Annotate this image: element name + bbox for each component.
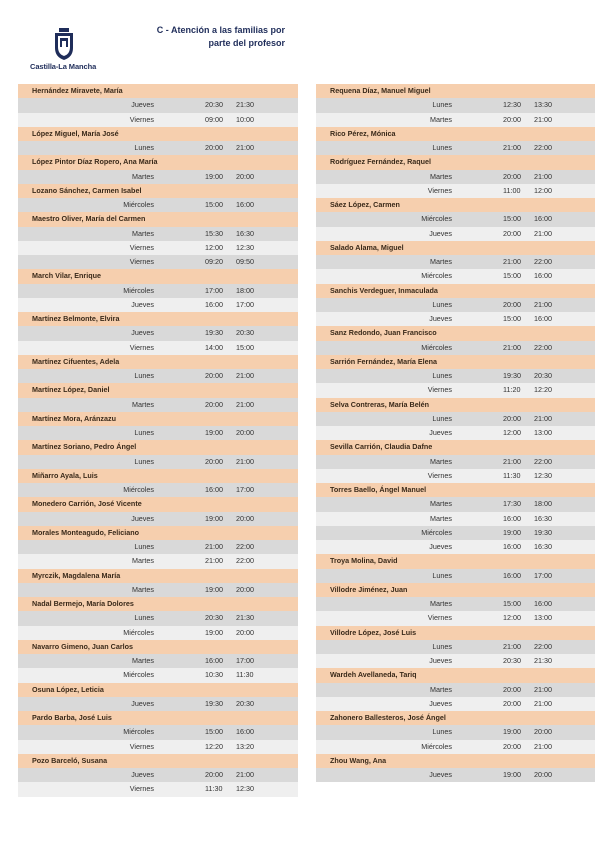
coat-of-arms-icon xyxy=(52,28,76,60)
slot-day: Jueves xyxy=(131,299,154,309)
slot-end-time: 21:00 xyxy=(236,399,254,409)
slot-start-time: 19:00 xyxy=(205,428,223,437)
slot-start-time: 12:20 xyxy=(205,741,223,751)
slot-start-time: 16:00 xyxy=(205,299,223,309)
slot-start-time: 20:00 xyxy=(503,299,521,309)
schedule-slot-row xyxy=(18,540,298,554)
slot-end-time: 21:00 xyxy=(236,143,254,152)
slot-start-time: 11:00 xyxy=(503,185,521,195)
slot-end-time: 21:00 xyxy=(534,698,552,708)
slot-day: Miércoles xyxy=(421,741,452,751)
slot-day: Martes xyxy=(132,171,154,181)
schedule-slot-row xyxy=(18,369,298,383)
slot-start-time: 20:00 xyxy=(503,698,521,708)
schedule-slot-row xyxy=(18,512,298,526)
slot-end-time: 16:00 xyxy=(236,727,254,737)
teacher-name-row: López Miguel, María José xyxy=(18,127,298,141)
slot-start-time: 16:00 xyxy=(205,485,223,494)
slot-end-time: 16:00 xyxy=(534,271,552,281)
slot-day: Miércoles xyxy=(421,214,452,224)
schedule-slot-row xyxy=(316,98,595,112)
teacher-name-row: Myrczik, Magdalena María xyxy=(18,569,298,583)
slot-start-time: 11:30 xyxy=(205,784,223,794)
slot-day: Lunes xyxy=(432,299,452,309)
slot-end-time: 21:00 xyxy=(534,171,552,181)
slot-day: Lunes xyxy=(432,100,452,110)
slot-start-time: 15:30 xyxy=(205,228,223,238)
schedule-slot-row xyxy=(316,141,595,155)
schedule-slot-row xyxy=(18,668,298,682)
slot-end-time: 21:00 xyxy=(534,684,552,694)
slot-start-time: 09:20 xyxy=(205,257,223,266)
schedule-slot-row xyxy=(316,540,595,554)
slot-end-time: 20:00 xyxy=(236,627,254,637)
slot-end-time: 21:00 xyxy=(534,413,552,423)
schedule-slot-row xyxy=(18,398,298,412)
teacher-name-row: Navarro Gimeno, Juan Carlos xyxy=(18,640,298,654)
slot-day: Miércoles xyxy=(421,342,452,352)
slot-day: Jueves xyxy=(131,698,154,708)
slot-day: Miércoles xyxy=(123,670,154,680)
schedule-slot-row xyxy=(316,497,595,511)
teacher-name-row: Martínez Belmonte, Elvira xyxy=(18,312,298,326)
schedule-slot-row xyxy=(316,512,595,526)
slot-start-time: 19:00 xyxy=(503,527,521,537)
teacher-name-row: Osuna López, Leticia xyxy=(18,683,298,697)
schedule-slot-row xyxy=(18,768,298,782)
slot-start-time: 11:20 xyxy=(503,385,521,395)
teacher-name-row: Sanchis Verdeguer, Inmaculada xyxy=(316,284,595,298)
slot-start-time: 20:00 xyxy=(503,228,521,238)
slot-start-time: 21:00 xyxy=(503,641,521,651)
teacher-name-row: Rodríguez Fernández, Raquel xyxy=(316,155,595,169)
slot-start-time: 11:30 xyxy=(503,470,521,480)
teacher-name-row: Troya Molina, David xyxy=(316,554,595,568)
teacher-name-row: Morales Monteagudo, Feliciano xyxy=(18,526,298,540)
slot-end-time: 17:00 xyxy=(236,485,254,494)
schedule-slot-row xyxy=(18,284,298,298)
schedule-slot-row xyxy=(316,341,595,355)
slot-start-time: 19:00 xyxy=(205,171,223,181)
teacher-name-row: March Vilar, Enrique xyxy=(18,269,298,283)
slot-end-time: 15:00 xyxy=(236,342,254,352)
slot-end-time: 12:00 xyxy=(534,185,552,195)
slot-end-time: 20:00 xyxy=(236,513,254,523)
title-line-2: parte del profesor xyxy=(208,38,285,48)
teacher-name-row: Selva Contreras, María Belén xyxy=(316,398,595,412)
slot-end-time: 21:00 xyxy=(236,371,254,380)
slot-end-time: 17:00 xyxy=(236,299,254,309)
teacher-name-row: Villodre López, José Luis xyxy=(316,626,595,640)
slot-day: Martes xyxy=(430,684,452,694)
schedule-slot-row xyxy=(18,341,298,355)
slot-day: Jueves xyxy=(429,542,452,551)
slot-day: Lunes xyxy=(134,428,154,437)
slot-end-time: 10:00 xyxy=(236,114,254,124)
slot-start-time: 20:00 xyxy=(205,371,223,380)
slot-end-time: 13:00 xyxy=(534,428,552,437)
slot-day: Martes xyxy=(430,114,452,124)
slot-day: Jueves xyxy=(429,428,452,437)
slot-day: Viernes xyxy=(129,257,154,266)
schedule-slot-row xyxy=(316,113,595,127)
schedule-slot-row xyxy=(18,725,298,739)
teacher-name-row: Pozo Barceló, Susana xyxy=(18,754,298,768)
schedule-slot-row xyxy=(18,113,298,127)
slot-start-time: 20:00 xyxy=(503,114,521,124)
schedule-slot-row xyxy=(18,611,298,625)
slot-start-time: 19:00 xyxy=(503,727,521,737)
slot-end-time: 21:00 xyxy=(236,456,254,466)
teacher-name-row: Martínez Mora, Aránzazu xyxy=(18,412,298,426)
slot-day: Jueves xyxy=(429,770,452,779)
schedule-slot-row xyxy=(316,526,595,540)
schedule-slot-row xyxy=(18,426,298,440)
slot-start-time: 15:00 xyxy=(503,314,521,323)
schedule-slot-row xyxy=(18,298,298,312)
slot-end-time: 20:30 xyxy=(534,371,552,380)
teacher-name-row: Maestro Oliver, María del Carmen xyxy=(18,212,298,226)
schedule-slot-row xyxy=(316,455,595,469)
slot-start-time: 21:00 xyxy=(503,456,521,466)
teacher-name-row: Martínez Cifuentes, Adela xyxy=(18,355,298,369)
slot-day: Jueves xyxy=(131,770,154,779)
slot-end-time: 21:00 xyxy=(534,114,552,124)
slot-end-time: 13:30 xyxy=(534,100,552,110)
schedule-slot-row xyxy=(316,227,595,241)
schedule-slot-row xyxy=(316,184,595,198)
slot-start-time: 15:00 xyxy=(503,214,521,224)
slot-start-time: 10:30 xyxy=(205,670,223,680)
slot-end-time: 17:00 xyxy=(236,656,254,665)
slot-day: Viernes xyxy=(129,741,154,751)
schedule-slot-row xyxy=(316,640,595,654)
slot-end-time: 13:00 xyxy=(534,613,552,623)
slot-day: Martes xyxy=(430,513,452,523)
slot-end-time: 22:00 xyxy=(534,342,552,352)
teacher-name-row: Sanz Redondo, Juan Francisco xyxy=(316,326,595,340)
slot-end-time: 16:30 xyxy=(236,228,254,238)
logo-text: Castilla-La Mancha xyxy=(30,62,97,71)
slot-day: Martes xyxy=(132,228,154,238)
schedule-slot-row xyxy=(18,227,298,241)
right-teacher-column xyxy=(316,84,595,782)
teacher-name-row: Sáez López, Carmen xyxy=(316,198,595,212)
slot-end-time: 18:00 xyxy=(534,499,552,509)
slot-end-time: 20:30 xyxy=(236,698,254,708)
slot-day: Miércoles xyxy=(123,727,154,737)
slot-day: Jueves xyxy=(131,328,154,338)
slot-day: Lunes xyxy=(134,456,154,466)
teacher-name-row: Monedero Carrión, José Vicente xyxy=(18,497,298,511)
schedule-slot-row xyxy=(316,597,595,611)
slot-start-time: 19:30 xyxy=(205,328,223,338)
schedule-slot-row xyxy=(316,298,595,312)
schedule-slot-row xyxy=(316,740,595,754)
teacher-name-row: Torres Baello, Ángel Manuel xyxy=(316,483,595,497)
schedule-slot-row xyxy=(18,554,298,568)
slot-start-time: 12:00 xyxy=(205,242,223,252)
slot-day: Lunes xyxy=(432,570,452,580)
slot-start-time: 21:00 xyxy=(503,257,521,266)
slot-start-time: 20:30 xyxy=(503,656,521,665)
teacher-name-row: Nadal Bermejo, María Dolores xyxy=(18,597,298,611)
slot-end-time: 12:20 xyxy=(534,385,552,395)
schedule-slot-row xyxy=(18,170,298,184)
slot-end-time: 22:00 xyxy=(534,641,552,651)
slot-start-time: 20:30 xyxy=(205,100,223,110)
schedule-slot-row xyxy=(316,269,595,283)
slot-day: Jueves xyxy=(131,100,154,110)
slot-day: Miércoles xyxy=(123,627,154,637)
slot-day: Viernes xyxy=(427,613,452,623)
slot-start-time: 12:30 xyxy=(503,100,521,110)
schedule-slot-row xyxy=(18,198,298,212)
schedule-slot-row xyxy=(316,469,595,483)
slot-start-time: 20:00 xyxy=(205,143,223,152)
slot-start-time: 20:00 xyxy=(205,770,223,779)
slot-start-time: 15:00 xyxy=(205,727,223,737)
schedule-slot-row xyxy=(18,740,298,754)
schedule-slot-row xyxy=(316,170,595,184)
slot-end-time: 21:00 xyxy=(534,299,552,309)
slot-end-time: 21:00 xyxy=(534,228,552,238)
slot-start-time: 21:00 xyxy=(503,342,521,352)
slot-end-time: 16:00 xyxy=(534,214,552,224)
slot-day: Martes xyxy=(430,599,452,608)
schedule-slot-row xyxy=(316,426,595,440)
slot-day: Miércoles xyxy=(123,200,154,209)
slot-day: Martes xyxy=(430,171,452,181)
slot-start-time: 20:00 xyxy=(503,684,521,694)
teacher-name-row: Sarrión Fernández, María Elena xyxy=(316,355,595,369)
teacher-name-row: Villodre Jiménez, Juan xyxy=(316,583,595,597)
slot-start-time: 15:00 xyxy=(503,599,521,608)
slot-start-time: 19:30 xyxy=(205,698,223,708)
slot-end-time: 20:00 xyxy=(534,727,552,737)
slot-end-time: 20:00 xyxy=(236,584,254,594)
slot-day: Martes xyxy=(132,584,154,594)
slot-end-time: 20:00 xyxy=(534,770,552,779)
slot-end-time: 22:00 xyxy=(534,456,552,466)
slot-end-time: 18:00 xyxy=(236,285,254,295)
teacher-name-row: Zhou Wang, Ana xyxy=(316,754,595,768)
slot-end-time: 16:30 xyxy=(534,513,552,523)
slot-end-time: 21:30 xyxy=(236,613,254,623)
slot-end-time: 22:00 xyxy=(534,257,552,266)
slot-day: Lunes xyxy=(134,143,154,152)
slot-start-time: 16:00 xyxy=(503,542,521,551)
schedule-slot-row xyxy=(18,455,298,469)
slot-end-time: 20:00 xyxy=(236,171,254,181)
teacher-name-row: Pardo Barba, José Luis xyxy=(18,711,298,725)
teacher-name-row: Martínez López, Daniel xyxy=(18,383,298,397)
slot-day: Jueves xyxy=(429,228,452,238)
slot-day: Viernes xyxy=(129,784,154,794)
teacher-name-row: López Pintor Díaz Ropero, Ana María xyxy=(18,155,298,169)
slot-day: Miércoles xyxy=(421,527,452,537)
schedule-slot-row xyxy=(316,654,595,668)
teacher-name-row: Requena Díaz, Manuel Miguel xyxy=(316,84,595,98)
slot-day: Lunes xyxy=(134,542,154,551)
slot-day: Jueves xyxy=(131,513,154,523)
slot-start-time: 20:30 xyxy=(205,613,223,623)
castilla-la-mancha-logo xyxy=(30,28,100,76)
slot-start-time: 15:00 xyxy=(503,271,521,281)
schedule-slot-row xyxy=(316,369,595,383)
teacher-name-row: Salado Alama, Miguel xyxy=(316,241,595,255)
slot-day: Lunes xyxy=(432,413,452,423)
slot-start-time: 16:00 xyxy=(205,656,223,665)
slot-day: Lunes xyxy=(432,371,452,380)
left-teacher-column xyxy=(18,84,298,797)
slot-day: Miércoles xyxy=(123,285,154,295)
slot-start-time: 12:00 xyxy=(503,613,521,623)
teacher-name-row: Hernández Miravete, María xyxy=(18,84,298,98)
schedule-slot-row xyxy=(18,782,298,796)
slot-end-time: 16:00 xyxy=(534,599,552,608)
title-line-1: C - Atención a las familias por xyxy=(156,25,285,35)
slot-end-time: 22:00 xyxy=(236,556,254,566)
schedule-slot-row xyxy=(18,241,298,255)
slot-end-time: 12:30 xyxy=(236,242,254,252)
schedule-slot-row xyxy=(18,583,298,597)
slot-start-time: 20:00 xyxy=(205,399,223,409)
schedule-slot-row xyxy=(18,255,298,269)
teacher-name-row: Lozano Sánchez, Carmen Isabel xyxy=(18,184,298,198)
slot-start-time: 21:00 xyxy=(205,542,223,551)
slot-end-time: 21:00 xyxy=(236,770,254,779)
slot-end-time: 13:20 xyxy=(236,741,254,751)
slot-start-time: 21:00 xyxy=(503,143,521,152)
schedule-slot-row xyxy=(316,569,595,583)
slot-start-time: 09:00 xyxy=(205,114,223,124)
slot-day: Jueves xyxy=(429,314,452,323)
slot-day: Jueves xyxy=(429,698,452,708)
slot-start-time: 16:00 xyxy=(503,513,521,523)
slot-start-time: 14:00 xyxy=(205,342,223,352)
slot-start-time: 19:00 xyxy=(205,627,223,637)
slot-day: Martes xyxy=(132,399,154,409)
slot-day: Martes xyxy=(430,499,452,509)
slot-day: Jueves xyxy=(429,656,452,665)
slot-day: Lunes xyxy=(432,727,452,737)
slot-start-time: 12:00 xyxy=(503,428,521,437)
schedule-slot-row xyxy=(316,412,595,426)
teacher-name-row: Rico Pérez, Mónica xyxy=(316,127,595,141)
slot-day: Viernes xyxy=(427,470,452,480)
slot-day: Viernes xyxy=(427,385,452,395)
slot-end-time: 22:00 xyxy=(236,542,254,551)
slot-day: Viernes xyxy=(129,242,154,252)
slot-start-time: 20:00 xyxy=(205,456,223,466)
slot-start-time: 20:00 xyxy=(503,741,521,751)
slot-end-time: 16:00 xyxy=(534,314,552,323)
schedule-slot-row xyxy=(18,697,298,711)
slot-day: Viernes xyxy=(129,342,154,352)
slot-end-time: 21:30 xyxy=(534,656,552,665)
schedule-slot-row xyxy=(18,483,298,497)
slot-end-time: 19:30 xyxy=(534,527,552,537)
slot-start-time: 19:30 xyxy=(503,371,521,380)
slot-end-time: 16:30 xyxy=(534,542,552,551)
slot-start-time: 21:00 xyxy=(205,556,223,566)
slot-day: Martes xyxy=(430,257,452,266)
schedule-slot-row xyxy=(18,626,298,640)
schedule-slot-row xyxy=(18,98,298,112)
slot-end-time: 12:30 xyxy=(236,784,254,794)
slot-start-time: 19:00 xyxy=(205,513,223,523)
slot-day: Miércoles xyxy=(123,485,154,494)
schedule-slot-row xyxy=(316,697,595,711)
slot-start-time: 20:00 xyxy=(503,413,521,423)
slot-start-time: 20:00 xyxy=(503,171,521,181)
slot-start-time: 19:00 xyxy=(503,770,521,779)
teacher-name-row: Miñarro Ayala, Luis xyxy=(18,469,298,483)
slot-end-time: 21:30 xyxy=(236,100,254,110)
slot-day: Martes xyxy=(132,556,154,566)
slot-day: Lunes xyxy=(134,371,154,380)
schedule-slot-row xyxy=(316,611,595,625)
schedule-slot-row xyxy=(18,326,298,340)
slot-day: Viernes xyxy=(427,185,452,195)
slot-end-time: 12:30 xyxy=(534,470,552,480)
page-title xyxy=(130,24,285,50)
schedule-slot-row xyxy=(18,141,298,155)
slot-start-time: 16:00 xyxy=(503,570,521,580)
schedule-slot-row xyxy=(316,383,595,397)
schedule-slot-row xyxy=(316,255,595,269)
teacher-name-row: Wardeh Avellaneda, Tariq xyxy=(316,668,595,682)
schedule-slot-row xyxy=(18,654,298,668)
slot-day: Lunes xyxy=(432,143,452,152)
slot-day: Martes xyxy=(132,656,154,665)
schedule-slot-row xyxy=(316,725,595,739)
schedule-slot-row xyxy=(316,768,595,782)
slot-end-time: 11:30 xyxy=(236,670,254,680)
slot-start-time: 17:30 xyxy=(503,499,521,509)
slot-day: Martes xyxy=(430,456,452,466)
slot-start-time: 15:00 xyxy=(205,200,223,209)
slot-day: Lunes xyxy=(432,641,452,651)
schedule-slot-row xyxy=(316,683,595,697)
slot-end-time: 20:00 xyxy=(236,428,254,437)
slot-end-time: 22:00 xyxy=(534,143,552,152)
teacher-name-row: Zahonero Ballesteros, José Ángel xyxy=(316,711,595,725)
slot-start-time: 17:00 xyxy=(205,285,223,295)
schedule-slot-row xyxy=(316,212,595,226)
slot-end-time: 09:50 xyxy=(236,257,254,266)
slot-day: Viernes xyxy=(129,114,154,124)
teacher-name-row: Martínez Soriano, Pedro Ángel xyxy=(18,440,298,454)
slot-end-time: 16:00 xyxy=(236,200,254,209)
slot-end-time: 20:30 xyxy=(236,328,254,338)
slot-day: Lunes xyxy=(134,613,154,623)
slot-end-time: 21:00 xyxy=(534,741,552,751)
teacher-name-row: Sevilla Carrión, Claudia Dafne xyxy=(316,440,595,454)
slot-end-time: 17:00 xyxy=(534,570,552,580)
schedule-slot-row xyxy=(316,312,595,326)
slot-start-time: 19:00 xyxy=(205,584,223,594)
slot-day: Miércoles xyxy=(421,271,452,281)
